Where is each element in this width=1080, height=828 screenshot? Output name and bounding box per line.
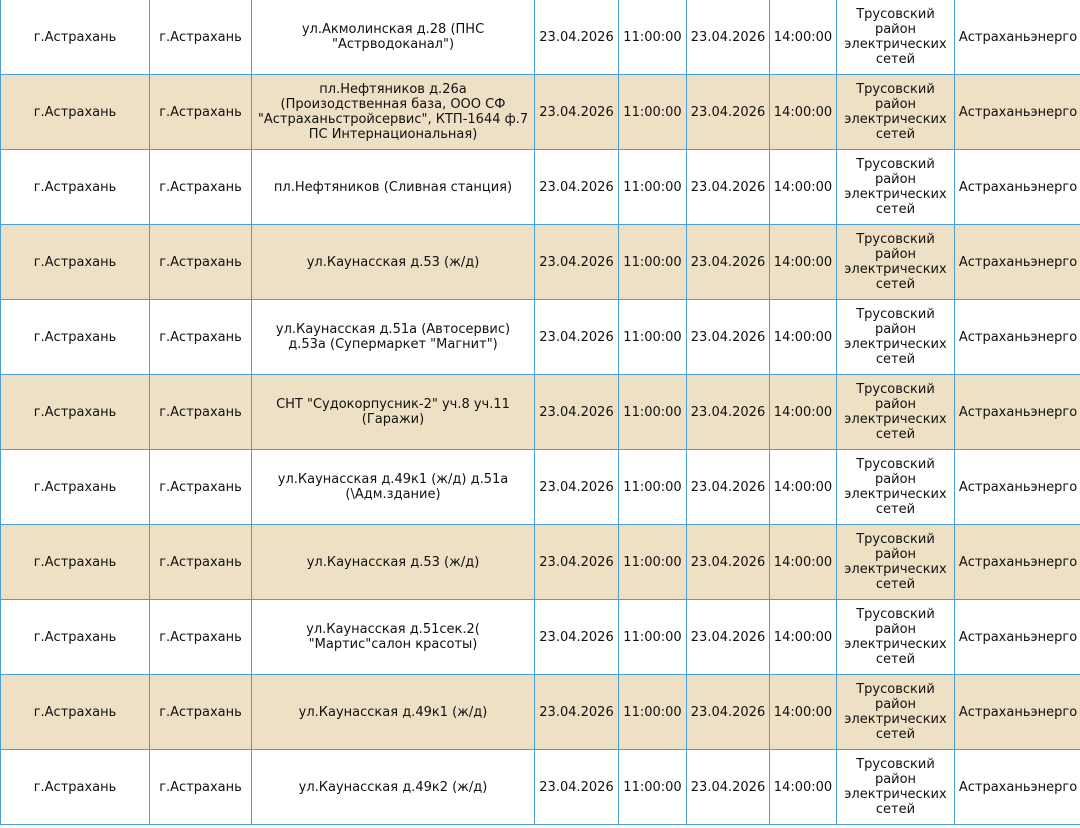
company-cell: Астраханьэнерго xyxy=(955,0,1080,75)
locality-cell: г.Астрахань xyxy=(150,300,252,375)
table-row xyxy=(1,75,1080,150)
locality-cell: г.Астрахань xyxy=(150,225,252,300)
locality-cell: г.Астрахань xyxy=(150,525,252,600)
table-row xyxy=(1,750,1080,825)
address-cell: ул.Каунасская д.49к1 (ж/д) д.51а (\Адм.здание) xyxy=(252,450,535,525)
table-row xyxy=(1,375,1080,450)
locality-cell: г.Астрахань xyxy=(150,450,252,525)
company-cell: Астраханьэнерго xyxy=(955,150,1080,225)
table-row xyxy=(1,150,1080,225)
end-time-cell: 14:00:00 xyxy=(770,300,837,375)
address-cell: пл.Нефтяников (Сливная станция) xyxy=(252,150,535,225)
address-cell: ул.Каунасская д.53 (ж/д) xyxy=(252,225,535,300)
district-cell: г.Астрахань xyxy=(1,450,150,525)
district-cell: г.Астрахань xyxy=(1,525,150,600)
locality-cell: г.Астрахань xyxy=(150,150,252,225)
address-cell: ул.Каунасская д.49к2 (ж/д) xyxy=(252,750,535,825)
end-time-cell: 14:00:00 xyxy=(770,0,837,75)
start-date-cell: 23.04.2026 xyxy=(535,75,619,150)
network-area-cell: Трусовский район электрических сетей xyxy=(837,375,955,450)
start-date-cell: 23.04.2026 xyxy=(535,750,619,825)
network-area-cell: Трусовский район электрических сетей xyxy=(837,450,955,525)
end-date-cell: 23.04.2026 xyxy=(687,600,770,675)
locality-cell: г.Астрахань xyxy=(150,600,252,675)
end-date-cell: 23.04.2026 xyxy=(687,0,770,75)
table-row xyxy=(1,300,1080,375)
table-row xyxy=(1,675,1080,750)
network-area-cell: Трусовский район электрических сетей xyxy=(837,675,955,750)
end-date-cell: 23.04.2026 xyxy=(687,450,770,525)
start-time-cell: 11:00:00 xyxy=(619,525,687,600)
end-time-cell: 14:00:00 xyxy=(770,525,837,600)
start-time-cell: 11:00:00 xyxy=(619,75,687,150)
network-area-cell: Трусовский район электрических сетей xyxy=(837,600,955,675)
start-time-cell: 11:00:00 xyxy=(619,225,687,300)
company-cell: Астраханьэнерго xyxy=(955,525,1080,600)
company-cell: Астраханьэнерго xyxy=(955,375,1080,450)
table-row xyxy=(1,225,1080,300)
end-time-cell: 14:00:00 xyxy=(770,225,837,300)
end-time-cell: 14:00:00 xyxy=(770,150,837,225)
network-area-cell: Трусовский район электрических сетей xyxy=(837,0,955,75)
address-cell: ул.Каунасская д.51а (Автосервис) д.53а (Супермаркет "Магнит") xyxy=(252,300,535,375)
start-time-cell: 11:00:00 xyxy=(619,750,687,825)
start-date-cell: 23.04.2026 xyxy=(535,150,619,225)
district-cell: г.Астрахань xyxy=(1,750,150,825)
end-date-cell: 23.04.2026 xyxy=(687,300,770,375)
start-date-cell: 23.04.2026 xyxy=(535,675,619,750)
start-time-cell: 11:00:00 xyxy=(619,150,687,225)
table-row xyxy=(1,525,1080,600)
end-time-cell: 14:00:00 xyxy=(770,450,837,525)
start-date-cell: 23.04.2026 xyxy=(535,525,619,600)
network-area-cell: Трусовский район электрических сетей xyxy=(837,300,955,375)
start-time-cell: 11:00:00 xyxy=(619,375,687,450)
start-time-cell: 11:00:00 xyxy=(619,300,687,375)
district-cell: г.Астрахань xyxy=(1,0,150,75)
locality-cell: г.Астрахань xyxy=(150,750,252,825)
table-row xyxy=(1,600,1080,675)
address-cell: пл.Нефтяников д.26а (Произодственная база, ООО СФ "Астраханьстройсервис", КТП-1644 ф.7 ПС Интернациональная) xyxy=(252,75,535,150)
company-cell: Астраханьэнерго xyxy=(955,675,1080,750)
start-date-cell: 23.04.2026 xyxy=(535,450,619,525)
company-cell: Астраханьэнерго xyxy=(955,750,1080,825)
end-date-cell: 23.04.2026 xyxy=(687,675,770,750)
company-cell: Астраханьэнерго xyxy=(955,600,1080,675)
district-cell: г.Астрахань xyxy=(1,675,150,750)
end-date-cell: 23.04.2026 xyxy=(687,525,770,600)
locality-cell: г.Астрахань xyxy=(150,75,252,150)
table-row xyxy=(1,0,1080,75)
network-area-cell: Трусовский район электрических сетей xyxy=(837,75,955,150)
start-time-cell: 11:00:00 xyxy=(619,600,687,675)
network-area-cell: Трусовский район электрических сетей xyxy=(837,525,955,600)
start-time-cell: 11:00:00 xyxy=(619,450,687,525)
district-cell: г.Астрахань xyxy=(1,225,150,300)
network-area-cell: Трусовский район электрических сетей xyxy=(837,225,955,300)
locality-cell: г.Астрахань xyxy=(150,0,252,75)
district-cell: г.Астрахань xyxy=(1,600,150,675)
end-date-cell: 23.04.2026 xyxy=(687,150,770,225)
address-cell: СНТ "Судокорпусник-2" уч.8 уч.11 (Гаражи) xyxy=(252,375,535,450)
start-time-cell: 11:00:00 xyxy=(619,0,687,75)
company-cell: Астраханьэнерго xyxy=(955,75,1080,150)
district-cell: г.Астрахань xyxy=(1,150,150,225)
company-cell: Астраханьэнерго xyxy=(955,225,1080,300)
address-cell: ул.Акмолинская д.28 (ПНС "Астрводоканал") xyxy=(252,0,535,75)
locality-cell: г.Астрахань xyxy=(150,375,252,450)
locality-cell: г.Астрахань xyxy=(150,675,252,750)
end-date-cell: 23.04.2026 xyxy=(687,375,770,450)
district-cell: г.Астрахань xyxy=(1,375,150,450)
address-cell: ул.Каунасская д.49к1 (ж/д) xyxy=(252,675,535,750)
end-time-cell: 14:00:00 xyxy=(770,75,837,150)
network-area-cell: Трусовский район электрических сетей xyxy=(837,150,955,225)
start-time-cell: 11:00:00 xyxy=(619,675,687,750)
end-time-cell: 14:00:00 xyxy=(770,750,837,825)
end-time-cell: 14:00:00 xyxy=(770,375,837,450)
end-date-cell: 23.04.2026 xyxy=(687,225,770,300)
company-cell: Астраханьэнерго xyxy=(955,300,1080,375)
address-cell: ул.Каунасская д.53 (ж/д) xyxy=(252,525,535,600)
start-date-cell: 23.04.2026 xyxy=(535,0,619,75)
end-time-cell: 14:00:00 xyxy=(770,600,837,675)
end-time-cell: 14:00:00 xyxy=(770,675,837,750)
address-cell: ул.Каунасская д.51сек.2( "Мартис"салон красоты) xyxy=(252,600,535,675)
district-cell: г.Астрахань xyxy=(1,300,150,375)
network-area-cell: Трусовский район электрических сетей xyxy=(837,750,955,825)
end-date-cell: 23.04.2026 xyxy=(687,75,770,150)
table-row xyxy=(1,450,1080,525)
start-date-cell: 23.04.2026 xyxy=(535,300,619,375)
district-cell: г.Астрахань xyxy=(1,75,150,150)
start-date-cell: 23.04.2026 xyxy=(535,375,619,450)
end-date-cell: 23.04.2026 xyxy=(687,750,770,825)
company-cell: Астраханьэнерго xyxy=(955,450,1080,525)
start-date-cell: 23.04.2026 xyxy=(535,600,619,675)
start-date-cell: 23.04.2026 xyxy=(535,225,619,300)
